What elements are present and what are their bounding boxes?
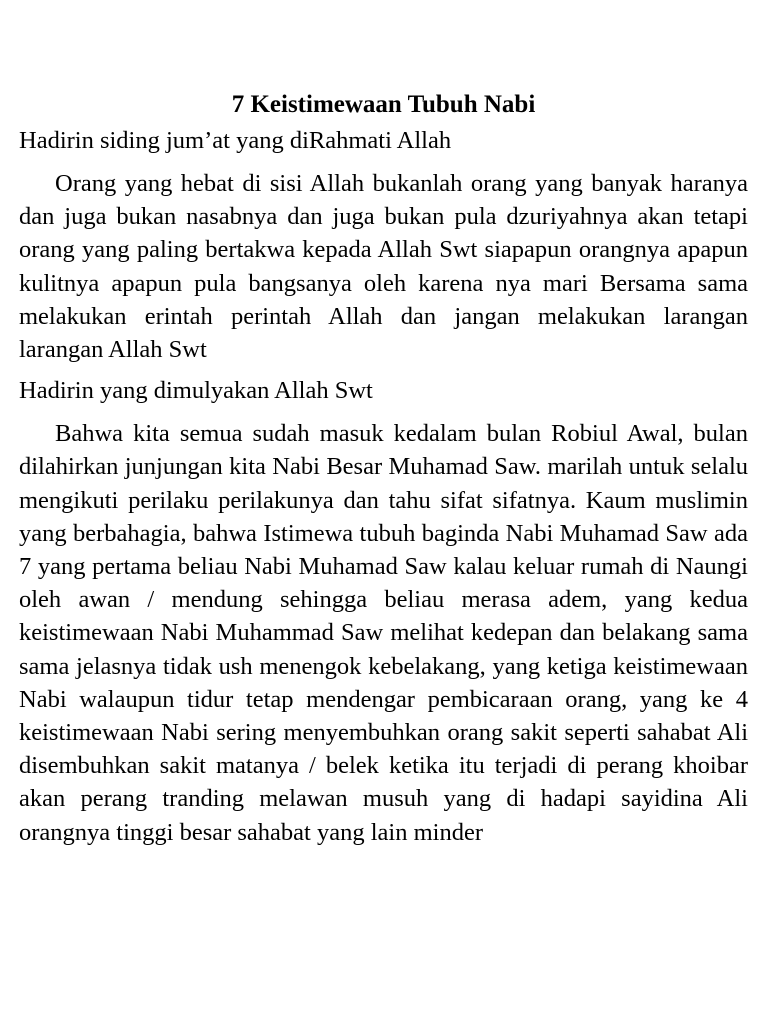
document-title: 7 Keistimewaan Tubuh Nabi: [231, 91, 536, 118]
greeting-second: Hadirin yang dimulyakan Allah Swt: [19, 377, 373, 405]
paragraph-second: Bahwa kita semua sudah masuk kedalam bulan Robiul Awal, bulan dilahirkan junjungan kita Nabi Besar Muhamad Saw. marilah untuk selalu mengikuti perilaku perilakunya dan tahu sifat sifatnya. Kaum muslimin yang berbahagia, bahwa Istimewa tubuh baginda Nabi Muhamad Saw ada 7 yang pertama beliau Nabi Muhamad Saw kalau keluar rumah di Naungi oleh awan / mendung sehingga beliau merasa adem, yang kedua keistimewaan Nabi Muhammad Saw melihat kedepan dan belakang sama sama jelasnya tidak ush menengok kebelakang, yang ketiga keistimewaan Nabi walaupun tidur tetap mendengar pembicaraan orang, yang ke 4 keistimewaan Nabi sering menyembuhkan orang sakit seperti sahabat Ali disembuhkan sakit matanya / belek ketika itu terjadi di perang khoibar akan perang tranding melawan musuh yang di hadapi sayidina Ali orangnya tinggi besar sahabat yang lain minder: [19, 420, 748, 846]
document-page: [19, 86, 748, 849]
paragraph-first: Orang yang hebat di sisi Allah bukanlah orang yang banyak haranya dan juga bukan nasabnya dan juga bukan pula dzuriyahnya akan tetapi orang yang paling bertakwa kepada Allah Swt siapapun orangnya apapun kulitnya apapun pula bangsanya oleh karena nya mari Bersama sama melakukan erintah perintah Allah dan jangan melakukan larangan larangan Allah Swt: [19, 170, 748, 364]
greeting-first: Hadirin siding jum’at yang diRahmati Allah: [19, 127, 452, 154]
